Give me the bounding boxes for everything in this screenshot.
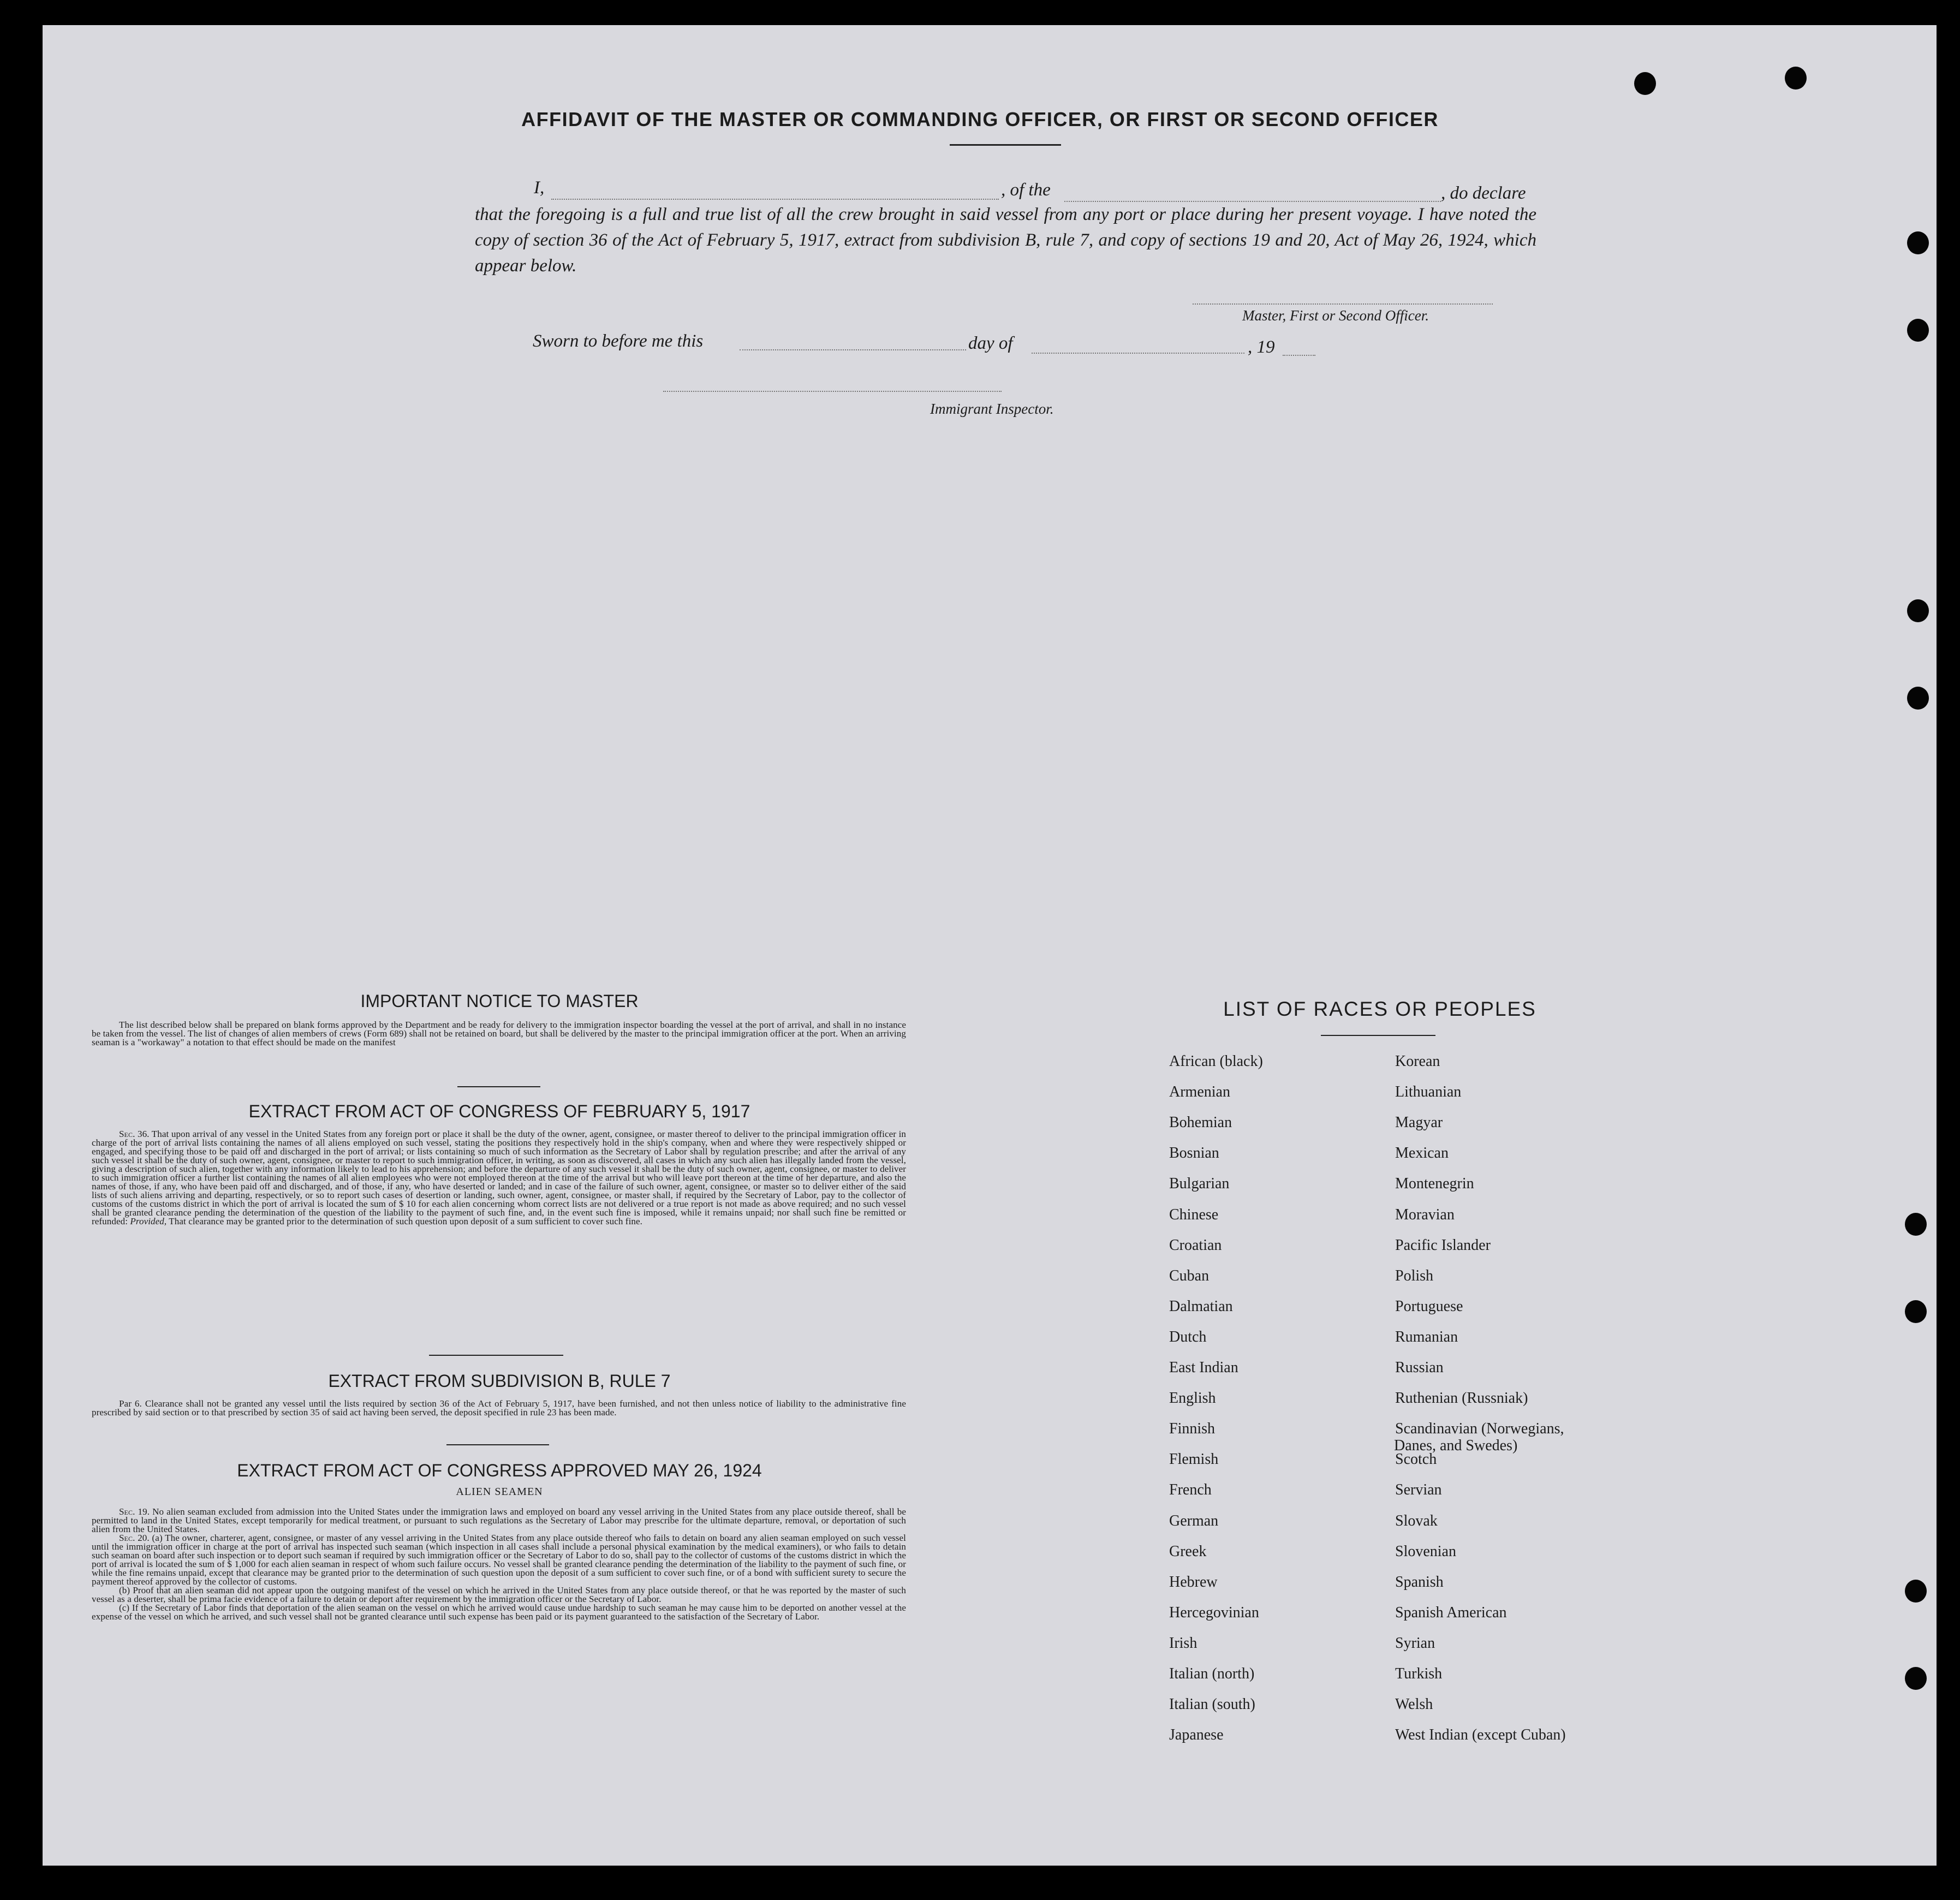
race-item: Flemish <box>1169 1451 1219 1468</box>
race-item: English <box>1169 1390 1216 1407</box>
master-signature-line[interactable] <box>1193 303 1493 305</box>
binder-hole <box>1905 1213 1927 1236</box>
race-item: Italian (north) <box>1169 1665 1255 1682</box>
binder-hole <box>1905 1580 1927 1603</box>
year-label: , 19 <box>1248 337 1275 357</box>
race-item: German <box>1169 1512 1219 1529</box>
race-item: Scotch <box>1395 1451 1437 1468</box>
race-item: Spanish <box>1395 1574 1444 1591</box>
title-rule <box>950 144 1061 146</box>
i-label: I, <box>534 178 545 198</box>
race-item: Mexican <box>1395 1145 1449 1162</box>
notice-text <box>92 1021 906 1047</box>
race-item: Polish <box>1395 1267 1434 1284</box>
day-of-label: day of <box>968 333 1013 353</box>
race-item: Bulgarian <box>1169 1175 1230 1192</box>
race-item-continuation: Danes, and Swedes) <box>1394 1437 1518 1454</box>
race-item: Russian <box>1395 1359 1444 1376</box>
name-field-line[interactable] <box>551 199 999 200</box>
section-rule <box>429 1355 563 1356</box>
sec-36-text-end: That clearance may be granted prior to the determination of such question upon deposit of a sum sufficient to cover such fine. <box>169 1216 642 1226</box>
race-item: East Indian <box>1169 1359 1238 1376</box>
binder-hole <box>1907 599 1929 622</box>
affidavit-statement: that the foregoing is a full and true list of all the crew brought in said vessel from any port or place during her present voyage. I have noted the copy of section 36 of the Act of February 5, 1917, extract from subdivision B, rule 7, and copy of sections 19 and 20, Act of May 26, 1924, which appear below. <box>475 205 1536 276</box>
master-label: Master, First or Second Officer. <box>1242 307 1429 324</box>
race-item: Portuguese <box>1395 1298 1463 1315</box>
race-item: Scandinavian (Norwegians, <box>1395 1420 1564 1437</box>
race-item: Slovak <box>1395 1512 1438 1529</box>
race-item: Armenian <box>1169 1083 1230 1100</box>
race-item: Cuban <box>1169 1267 1210 1284</box>
sec-20b-text: (b) Proof that an alien seaman did not appear upon the outgoing manifest of the vessel on which he arrived in the United States from any place outside thereof, or that he was reported by the master of such vessel as a deserter, shall be prima facie evidence of a failure to detain or deport after requirement by the immigration officer or the Secretary of Labor. <box>92 1585 906 1604</box>
inspector-signature-line[interactable] <box>663 391 1002 392</box>
race-item: Japanese <box>1169 1726 1224 1743</box>
notice-paragraph: The list described below shall be prepared on blank forms approved by the Department and be ready for delivery to the immigration inspector boarding the vessel at the port of arrival, and shall in no instance be taken from the vessel. The list of changes of alien members of crews (Form 689) shall not be retained on board, but shall be delivered by the master to the principal immigration officer at the port. When an arriving seaman is a "workaway" a notation to that effect should be made on the manifest <box>92 1020 906 1047</box>
race-item: French <box>1169 1481 1212 1498</box>
race-item: Ruthenian (Russniak) <box>1395 1390 1528 1407</box>
extract-1924-text <box>92 1508 906 1621</box>
race-item: Bosnian <box>1169 1145 1219 1162</box>
sec-36-label: Sec. 36. <box>119 1129 150 1139</box>
race-item: Dutch <box>1169 1329 1207 1345</box>
sec-20c-text: (c) If the Secretary of Labor finds that deportation of the alien seaman on the vessel on which he arrived would cause undue hardship to such seaman he may cause him to be deported on another vessel at the expense of the vessel on which he arrived, and such vessel shall not be granted clearance until such expense has been paid or its payment guaranteed to the satisfaction of the Secretary of Labor. <box>92 1603 906 1622</box>
binder-hole <box>1905 1667 1927 1690</box>
year-line[interactable] <box>1283 355 1315 356</box>
race-item: Chinese <box>1169 1206 1219 1223</box>
race-item: Lithuanian <box>1395 1083 1462 1100</box>
rule-7-title: EXTRACT FROM SUBDIVISION B, RULE 7 <box>328 1371 671 1391</box>
of-the-label: , of the <box>1001 180 1051 200</box>
notice-title: IMPORTANT NOTICE TO MASTER <box>360 991 639 1011</box>
race-item: Moravian <box>1395 1206 1455 1223</box>
binder-hole <box>1907 319 1929 342</box>
race-item: Irish <box>1169 1635 1198 1652</box>
binder-hole <box>1907 231 1929 254</box>
race-item: Greek <box>1169 1543 1207 1560</box>
races-title: LIST OF RACES OR PEOPLES <box>1223 998 1536 1020</box>
binder-hole <box>1634 72 1656 95</box>
race-item: Turkish <box>1395 1665 1443 1682</box>
race-item: Finnish <box>1169 1420 1216 1437</box>
binder-hole <box>1905 1300 1927 1323</box>
binder-hole <box>1785 67 1807 90</box>
race-item: Rumanian <box>1395 1329 1458 1345</box>
sec-19-text: No alien seaman excluded from admission into the United States under the immigration laws and employed on board any vessel arriving in the United States from any place outside thereof, shall be permitted to land in the United States, except temporarily for medical treatment, or pursuant to such regulations as the Secretary of Labor may prescribe for the ultimate departure, removal, or deportation of such alien from the United States. <box>92 1506 906 1534</box>
race-item: Bohemian <box>1169 1114 1232 1131</box>
race-item: Syrian <box>1395 1635 1435 1652</box>
race-item: Spanish American <box>1395 1604 1507 1621</box>
section-rule <box>457 1086 540 1087</box>
do-declare-label: , do declare <box>1441 183 1526 203</box>
inspector-label: Immigrant Inspector. <box>930 401 1054 417</box>
race-item: Pacific Islander <box>1395 1237 1491 1254</box>
race-item: Italian (south) <box>1169 1696 1255 1713</box>
races-title-rule <box>1321 1035 1435 1036</box>
race-item: Slovenian <box>1395 1543 1456 1560</box>
extract-1917-title: EXTRACT FROM ACT OF CONGRESS OF FEBRUARY 5, 1917 <box>248 1101 750 1121</box>
sworn-label: Sworn to before me this <box>533 331 704 351</box>
section-rule <box>446 1444 549 1445</box>
sec-20-label: Sec. 20. <box>119 1533 150 1543</box>
race-item: Croatian <box>1169 1237 1222 1254</box>
race-item: Servian <box>1395 1481 1442 1498</box>
binder-hole <box>1907 687 1929 710</box>
race-item: Hebrew <box>1169 1574 1218 1591</box>
race-item: West Indian (except Cuban) <box>1395 1726 1566 1743</box>
rule-7-text <box>92 1399 906 1417</box>
race-item: Dalmatian <box>1169 1298 1233 1315</box>
race-item: Welsh <box>1395 1696 1433 1713</box>
affidavit-title: AFFIDAVIT OF THE MASTER OR COMMANDING OFFICER, OR FIRST OR SECOND OFFICER <box>521 108 1439 130</box>
sworn-month-line[interactable] <box>1032 353 1244 354</box>
race-item: African (black) <box>1169 1053 1263 1070</box>
sec-20a-text: (a) The owner, charterer, agent, consignee, or master of any vessel arriving in the United States from any place outside thereof who fails to detain on board any alien seaman employed on such vessel until the immigration officer in charge at the port of arrival has inspected such seaman (which inspection in all cases shall include a personal physical examination by the medical examiners), or who fails to detain such seaman on board after such inspection or to deport such seaman if required by such immigration officer or the Secretary of Labor to do so, shall pay to the collector of customs of the customs district in which the port of arrival is located the sum of $ 1,000 for each alien seaman in respect of whom such failure occurs. No vessel shall be granted clearance pending the determination of the liability to the payment of such fine, or while the fine remains unpaid, except that clearance may be granted prior to the determination of such question upon the deposit of a sum sufficient to cover such fine, or of a bond with sufficient surety to secure the payment thereof approved by the collector of customs. <box>92 1533 906 1587</box>
sec-19-label: Sec. 19. <box>119 1506 150 1517</box>
sec-36-text: That upon arrival of any vessel in the United States from any foreign port or place it shall be the duty of the owner, agent, consignee, or master thereof to deliver to the principal immigration officer in charge of the port of arrival lists containing the names of all aliens employed on such vessel, stating the positions they respectively hold in the ship's company, when and where they were respectively shipped or engaged, and specifying those to be paid off and discharged in the port of arrival; or lists containing so much of such information as the Secretary of Labor shall by regulation prescribe; and after the arrival of any such vessel it shall be the duty of such owner, agent, consignee, or master to report to such immigration officer, in writing, as soon as discovered, all cases in which any such alien has illegally landed from the vessel, giving a description of such alien, together with any information likely to lead to his apprehension; and before the departure of any such vessel it shall be the duty of such owner, agent, consignee, or master to deliver to such immigration officer a further list containing the names of all alien employees who were not employed thereon at the time of the arrival but who will leave port thereon at the time of her departure, and also the names of those, if any, who have been paid off and discharged, and of those, if any, who have deserted or landed; and in case of the failure of such owner, agent, consignee, or master so to deliver either of the said lists of such aliens arriving and departing, respectively, or so to report such cases of desertion or landing, such owner, agent, consignee, or master shall, if required by the Secretary of Labor, pay to the collector of customs of the customs district in which the port of arrival is located the sum of $ 10 for each alien concerning whom correct lists are not delivered or a true report is not made as above required; and no such vessel shall be granted clearance pending the determination of the question of the liability to the payment of such fine, and, in the event such fine is imposed, while it remains unpaid; nor shall such fine be remitted or refunded: <box>92 1129 907 1226</box>
race-item: Montenegrin <box>1395 1175 1474 1192</box>
rule-7-paragraph: Par 6. Clearance shall not be granted any vessel until the lists required by section 36 of the Act of February 5, 1917, have been furnished, and not then unless notice of liability to the administrative fine prescribed by said section or to that prescribed by section 35 of said act having been served, the deposit specified in rule 23 has been made. <box>92 1398 906 1417</box>
race-item: Magyar <box>1395 1114 1443 1131</box>
alien-seamen-subtitle: ALIEN SEAMEN <box>456 1486 543 1498</box>
race-item: Hercegovinian <box>1169 1604 1259 1621</box>
race-item: Korean <box>1395 1053 1440 1070</box>
sworn-day-line[interactable] <box>740 349 966 350</box>
extract-1924-title: EXTRACT FROM ACT OF CONGRESS APPROVED MAY 26, 1924 <box>237 1461 762 1480</box>
extract-1917-text <box>92 1130 906 1226</box>
provided-label: Provided, <box>130 1216 167 1226</box>
